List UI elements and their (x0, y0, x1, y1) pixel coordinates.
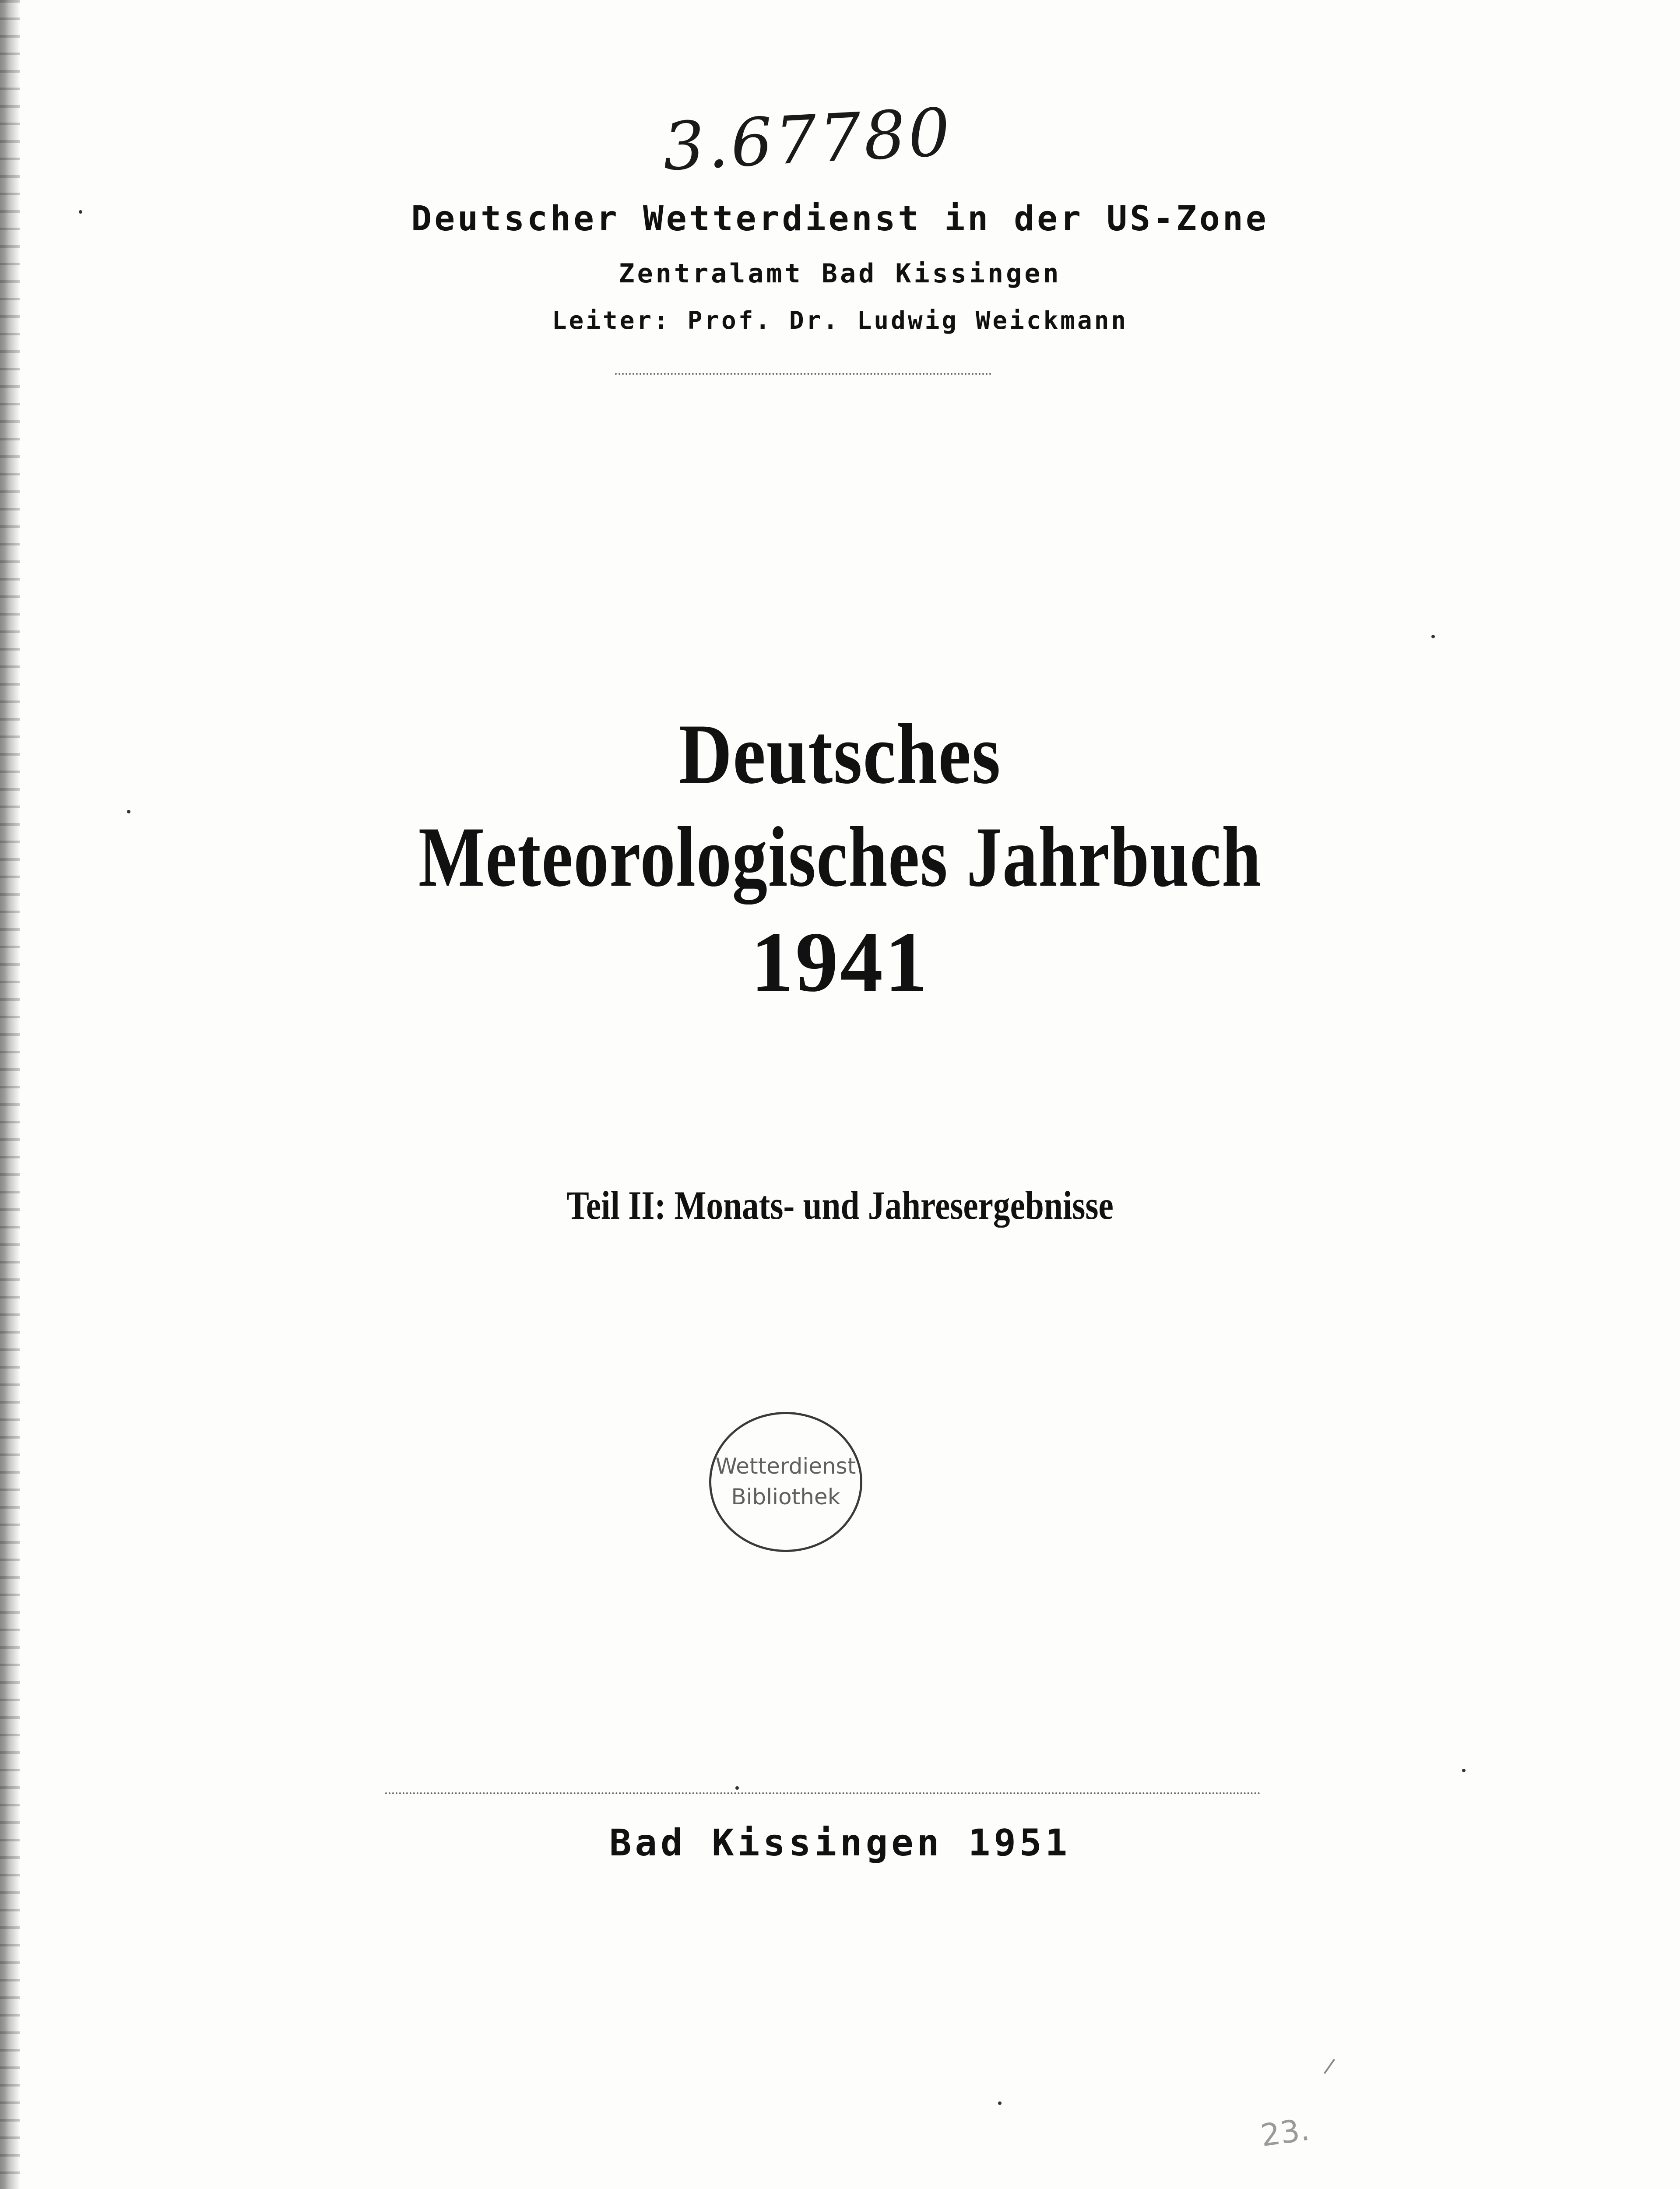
office-name: Zentralamt Bad Kissingen (619, 258, 1061, 289)
scan-speck (79, 210, 82, 214)
title-year: 1941 (751, 915, 929, 1010)
handwritten-catalog-number: 3.67780 (661, 94, 955, 186)
imprint-line: Bad Kissingen 1951 (609, 1821, 1071, 1864)
stamp-line-1: Wetterdienst (715, 1453, 856, 1479)
bottom-divider (385, 1792, 1261, 1794)
pencil-tick-mark (1324, 2059, 1335, 2074)
director-line: Leiter: Prof. Dr. Ludwig Weickmann (552, 306, 1128, 335)
top-divider (615, 373, 991, 375)
pencil-annotation: 23. (1258, 2111, 1312, 2154)
title-line-2: Meteorologisches Jahrbuch (418, 809, 1262, 904)
title-line-1: Deutsches (678, 707, 1002, 802)
scan-speck (998, 2101, 1002, 2105)
stamp-line-2: Bibliothek (731, 1484, 840, 1510)
part-subtitle: Teil II: Monats- und Jahresergebnisse (566, 1183, 1114, 1228)
scan-speck (127, 810, 130, 813)
scan-speck (1462, 1769, 1466, 1772)
library-stamp (709, 1412, 862, 1552)
institution-name: Deutscher Wetterdienst in der US-Zone (411, 199, 1269, 239)
scan-speck (735, 1786, 739, 1790)
scan-speck (1431, 635, 1435, 638)
